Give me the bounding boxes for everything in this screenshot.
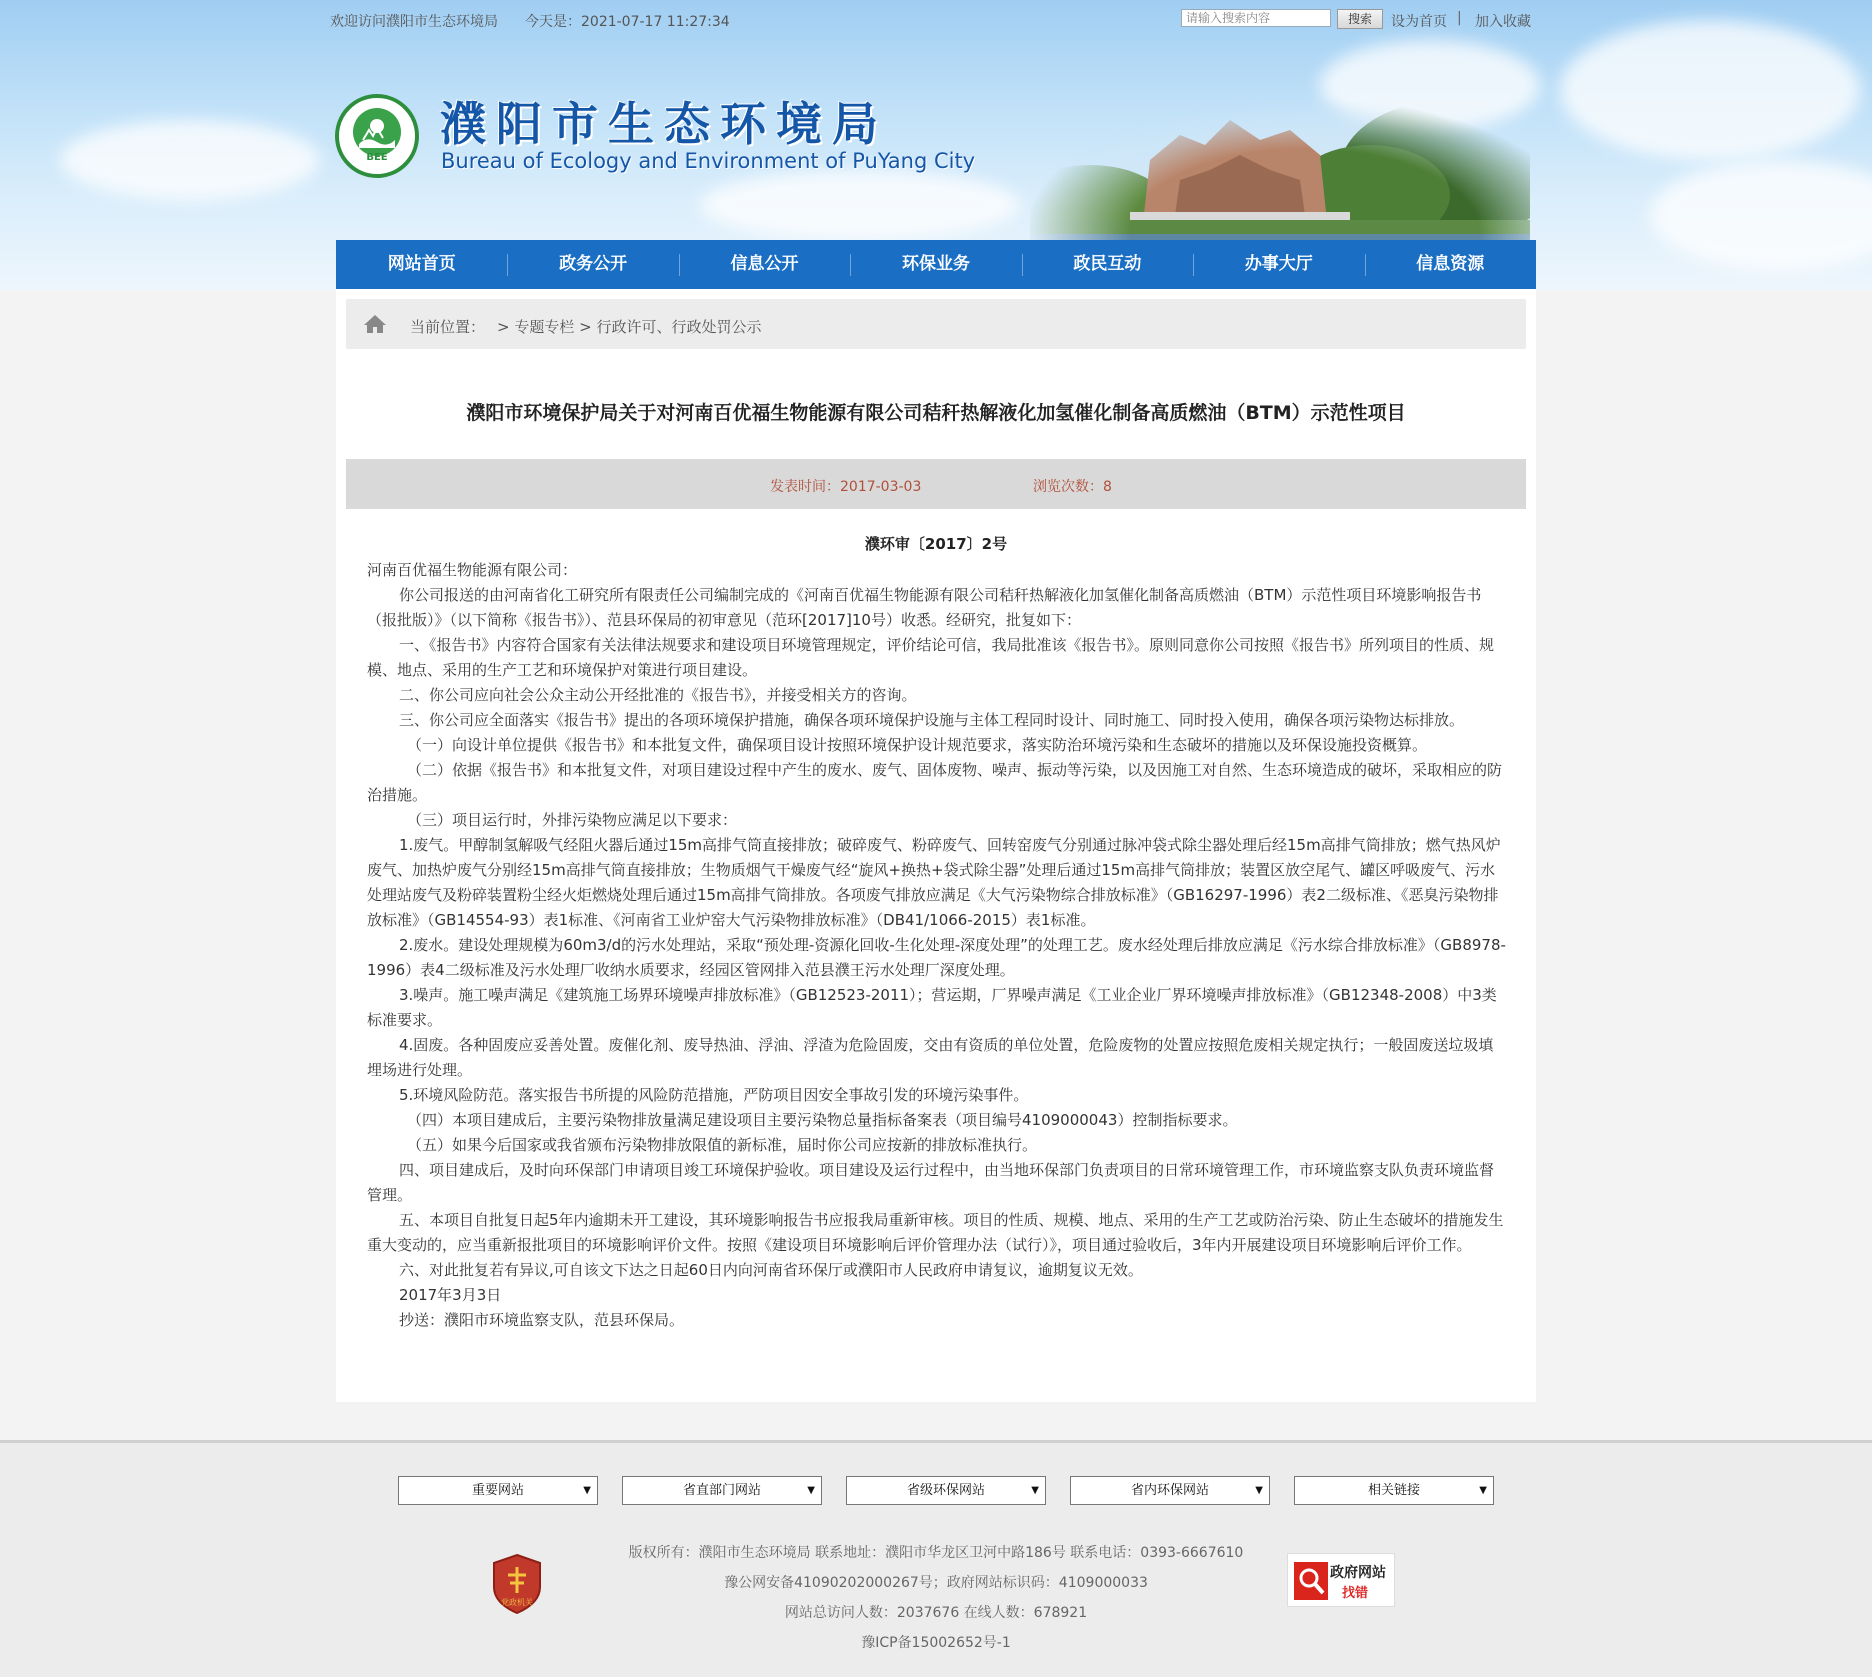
home-icon[interactable] (362, 313, 388, 335)
article-paragraph: 2017年3月3日 (399, 1286, 502, 1304)
footer-icp[interactable]: 豫ICP备15002652号-1 (861, 1635, 1011, 1651)
site-subtitle: Bureau of Ecology and Environment of PuYang City (441, 149, 976, 173)
article-body (367, 558, 1507, 1333)
article-paragraph: 4.固废。各种固废应妥善处置。废催化剂、废导热油、浮油、浮渣为危险固废，交由有资质的单位处置，危险废物的处置应按照危废相关规定执行；一般固废送垃圾填埋场进行处理。 (367, 1036, 1494, 1079)
article-paragraph: 5.环境风险防范。落实报告书所提的风险防范措施，严防项目因安全事故引发的环境污染事件。 (399, 1086, 1029, 1104)
content-panel (336, 289, 1536, 1402)
chevron-down-icon: ▼ (1479, 1485, 1487, 1496)
site-title: 濮阳市生态环境局 (440, 97, 888, 151)
bureau-logo[interactable] (335, 94, 419, 178)
gov-site-report-error-badge[interactable] (1287, 1553, 1395, 1607)
select-label: 相关链接 (1367, 1483, 1420, 1498)
breadcrumb (346, 299, 1526, 349)
article-paragraph: （五）如果今后国家或我省颁布污染物排放限值的新标准，届时你公司应按新的排放标准执行。 (407, 1136, 1038, 1154)
nav-item-service-hall[interactable]: 办事大厅 (1193, 240, 1364, 289)
select-label: 省级环保网站 (906, 1483, 985, 1498)
select-provincial-departments[interactable] (622, 1476, 822, 1505)
select-label: 省直部门网站 (682, 1483, 761, 1498)
search-input[interactable]: 请输入搜索内容 (1181, 9, 1331, 27)
select-label: 重要网站 (471, 1483, 524, 1498)
search-button[interactable]: 搜索 (1337, 9, 1383, 29)
article-paragraph: 河南百优福生物能源有限公司： (367, 561, 578, 579)
nav-item-public-interaction[interactable]: 政民互动 (1022, 240, 1193, 289)
article-paragraph: （三）项目运行时，外排污染物应满足以下要求： (407, 811, 738, 829)
select-important-sites[interactable] (398, 1476, 598, 1505)
select-in-province-env-sites[interactable] (1070, 1476, 1270, 1505)
document-number: 濮环审〔2017〕2号 (864, 535, 1008, 553)
badge-right-title: 政府网站 (1330, 1565, 1386, 1581)
view-count: 浏览次数：8 (1033, 479, 1112, 495)
nav-item-home[interactable]: 网站首页 (387, 254, 456, 274)
article-paragraph: 你公司报送的由河南省化工研究所有限责任公司编制完成的《河南百优福生物能源有限公司秸秆热解液化加氢催化制备高质燃油（BTM）示范性项目环境影响报告书（报批版）》（以下简称《报告书》）、范县环保局的初审意见（范环[2017]10号）收悉。经研究，批复如下： (367, 586, 1482, 629)
chevron-down-icon: ▼ (807, 1485, 815, 1496)
party-government-badge-icon[interactable] (490, 1553, 544, 1615)
chevron-down-icon: ▼ (583, 1485, 591, 1496)
add-favorite-link[interactable]: 加入收藏 (1475, 14, 1531, 30)
article-paragraph: 一、《报告书》内容符合国家有关法律法规要求和建设项目环境管理规定，评价结论可信，我局批准该《报告书》。原则同意你公司按照《报告书》所列项目的性质、规模、地点、采用的生产工艺和环境保护对策进行项目建设。 (367, 636, 1495, 679)
breadcrumb-label: 当前位置： (410, 318, 486, 336)
main-nav (336, 240, 1536, 289)
article-paragraph: 六、对此批复若有异议,可自该文下达之日起60日内向河南省环保厅或濮阳市人民政府申请复议，逾期复议无效。 (399, 1261, 1143, 1279)
nav-item-information-resources[interactable]: 信息资源 (1365, 240, 1536, 289)
article-paragraph: 2.废水。建设处理规模为60m3/d的污水处理站，采取“预处理-资源化回收-生化处理-深度处理”的处理工艺。废水经处理后排放应满足《污水综合排放标准》（GB8978-1996）表4二级标准及污水处理厂收纳水质要求，经园区管网排入范县濮王污水处理厂深度处理。 (367, 936, 1506, 979)
datetime-text: 今天是：2021-07-17 11:27:34 (525, 14, 730, 30)
article-paragraph: 3.噪声。施工噪声满足《建筑施工场界环境噪声排放标准》（GB12523-2011）；营运期，厂界噪声满足《工业企业厂界环境噪声排放标准》（GB12348-2008）中3类标准要求。 (367, 986, 1497, 1029)
select-related-links[interactable] (1294, 1476, 1494, 1505)
article-paragraph: （四）本项目建成后，主要污染物排放量满足建设项目主要污染物总量指标备案表（项目编号4109000043）控制指标要求。 (407, 1111, 1238, 1129)
set-home-link[interactable]: 设为首页 (1391, 14, 1447, 30)
chevron-down-icon: ▼ (1255, 1485, 1263, 1496)
article-paragraph: 1.废气。甲醇制氢解吸气经阻火器后通过15m高排气筒直接排放；破碎废气、粉碎废气、回转窑废气分别通过脉冲袋式除尘器处理后经15m高排气筒排放；燃气热风炉废气、加热炉废气分别经15m高排气筒直接排放；生物质烟气干燥废气经“旋风+换热+袋式除尘器”处理后通过15m高排气筒排放；装置区放空尾气、罐区呼吸废气、污水处理站废气及粉碎装置粉尘经火炬燃烧处理后通过15m高排气筒排放。各项废气排放应满足《大气污染物综合排放标准》（GB16297-1996）表2二级标准、《恶臭污染物排放标准》（GB14554-93）表1标准、《河南省工业炉窑大气污染物排放标准》（DB41/1066-2015）表1标准。 (367, 836, 1501, 929)
article-paragraph: （一）向设计单位提供《报告书》和本批复文件，确保项目设计按照环境保护设计规范要求，落实防治环境污染和生态破坏的措施以及环保设施投资概算。 (407, 736, 1428, 754)
article-paragraph: 四、项目建成后，及时向环保部门申请项目竣工环境保护验收。项目建设及运行过程中，由当地环保部门负责项目的日常环境管理工作，市环境监察支队负责环境监督管理。 (367, 1161, 1495, 1204)
article-meta (346, 459, 1526, 509)
article-paragraph: 五、本项目自批复日起5年内逾期未开工建设，其环境影响报告书应报我局重新审核。项目的性质、规模、地点、采用的生产工艺或防治污染、防止生态破坏的措施发生重大变动的，应当重新报批项目的环境影响评价文件。按照《建设项目环境影响后评价管理办法（试行）》，项目通过验收后，3年内开展建设项目环境影响后评价工作。 (367, 1211, 1504, 1254)
badge-left-text: 党政机关 (501, 1598, 533, 1607)
article-paragraph: 二、你公司应向社会公众主动公开经批准的《报告书》，并接受相关方的咨询。 (399, 686, 917, 704)
article-title: 濮阳市环境保护局关于对河南百优福生物能源有限公司秸秆热解液化加氢催化制备高质燃油（BTM）示范性项目 (466, 402, 1406, 424)
chevron-down-icon: ▼ (1031, 1485, 1039, 1496)
nav-item-government-affairs[interactable]: 政务公开 (507, 240, 678, 289)
select-label: 省内环保网站 (1130, 1483, 1209, 1498)
article-paragraph: （二）依据《报告书》和本批复文件，对项目建设过程中产生的废水、废气、固体废物、噪声、振动等污染，以及因施工对自然、生态环境造成的破坏，采取相应的防治措施。 (367, 761, 1503, 804)
top-bar (0, 0, 1872, 38)
nav-item-environmental-business[interactable]: 环保业务 (850, 240, 1021, 289)
article-paragraph: 抄送：濮阳市环境监察支队，范县环保局。 (399, 1311, 685, 1329)
nav-item-information-disclosure[interactable]: 信息公开 (679, 240, 850, 289)
logo-text: BEE (366, 152, 388, 163)
footer-copyright: 版权所有：濮阳市生态环境局 联系地址：濮阳市华龙区卫河中路186号 联系电话：0393-6667610 (628, 1545, 1244, 1561)
badge-right-action: 找错 (1342, 1586, 1369, 1601)
publish-date: 发表时间：2017-03-03 (770, 479, 922, 495)
welcome-text: 欢迎访问濮阳市生态环境局 (330, 14, 498, 30)
magnifier-icon (1294, 1562, 1328, 1600)
footer (0, 1440, 1872, 1677)
article-paragraph: 三、你公司应全面落实《报告书》提出的各项环境保护措施，确保各项环境保护设施与主体工程同时设计、同时施工、同时投入使用，确保各项污染物达标排放。 (399, 711, 1465, 729)
footer-visits: 网站总访问人数：2037676 在线人数：678921 (784, 1605, 1088, 1621)
select-provincial-env-sites[interactable] (846, 1476, 1046, 1505)
breadcrumb-path[interactable]: > 专题专栏 > 行政许可、行政处罚公示 (497, 318, 762, 336)
footer-security: 豫公网安备41090202000267号；政府网站标识码：4109000033 (724, 1575, 1148, 1591)
top-separator: | (1457, 10, 1462, 26)
